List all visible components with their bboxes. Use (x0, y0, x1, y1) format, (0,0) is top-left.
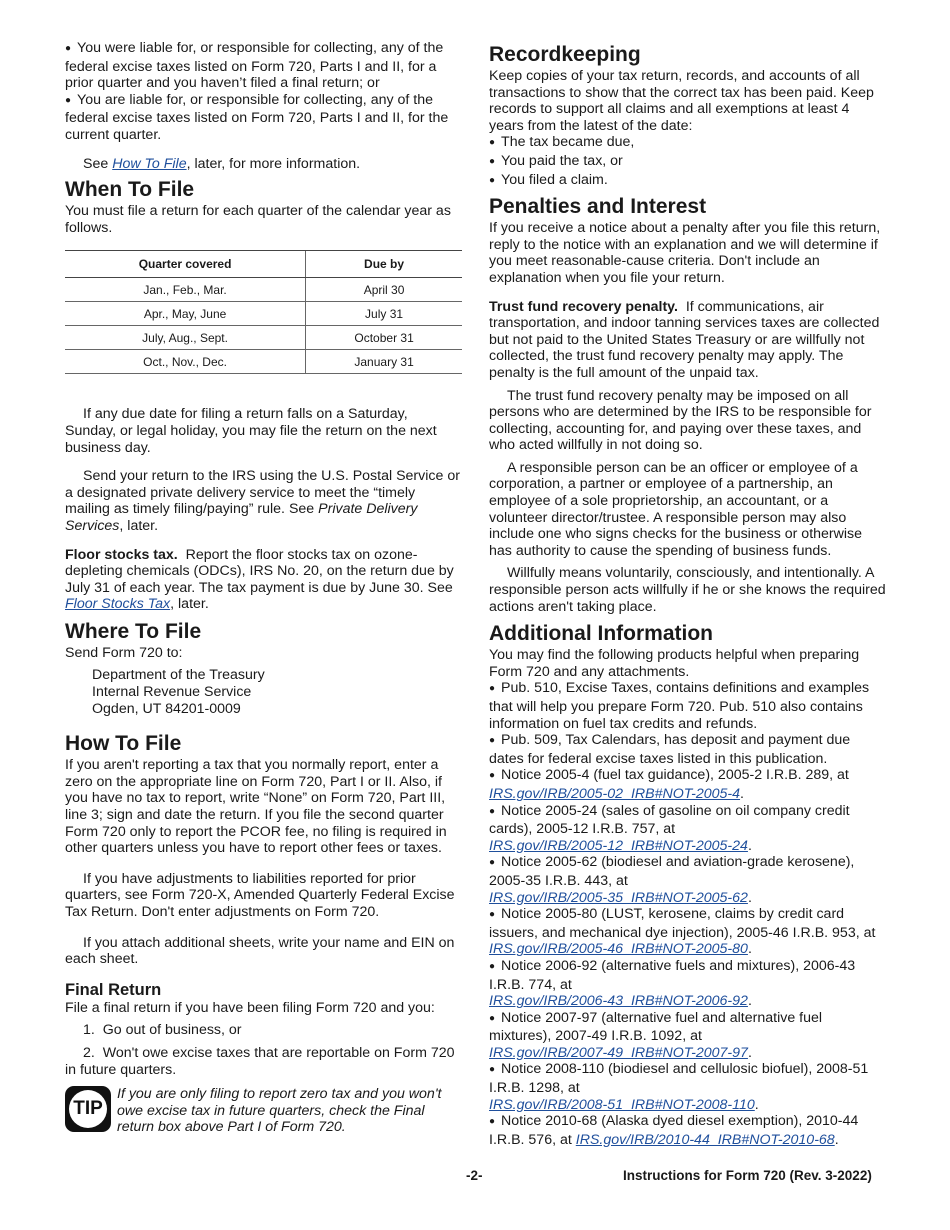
notice-link[interactable]: IRS.gov/IRB/2006-43_IRB#NOT-2006-92 (489, 993, 748, 1010)
table-cell: January 31 (306, 350, 462, 374)
table-header: Due by (306, 251, 462, 278)
send-text: Send your return to the IRS using the U.S. Postal Service or a designated private delivery service to meet the “timely mailing as timely filing/paying” rule. See (65, 468, 460, 518)
address-line: Internal Revenue Service (92, 684, 252, 701)
penalties-heading: Penalties and Interest (489, 195, 707, 219)
right-column (489, 40, 887, 1148)
final-item: 2. Won't owe excise taxes that are reportable on Form 720 in future quarters. (65, 1044, 459, 1078)
table-cell: July, Aug., Sept. (65, 326, 306, 350)
additional-info-heading: Additional Information (489, 622, 713, 646)
floor-stocks-text: Report the floor stocks tax on ozone-depleting chemicals (ODCs), IRS No. 20, on the return due by July 31 of each year. The tax payment is due by June 30. See (65, 546, 454, 596)
notice-text: Notice 2005-62 (biodiesel and aviation-grade kerosene), 2005-35 I.R.B. 443, at (489, 854, 855, 889)
table-row (65, 350, 462, 374)
tip-text: If you are only filing to report zero tax and you won't owe excise tax in future quarters, check the Final return box above Part I of Form 720. (117, 1086, 442, 1136)
table-cell: Oct., Nov., Dec. (65, 350, 306, 374)
notice-text: Notice 2007-97 (alternative fuel and alternative fuel mixtures), 2007-49 I.R.B. 1092, at (489, 1009, 823, 1045)
notice-link[interactable]: IRS.gov/IRB/2008-51_IRB#NOT-2008-110 (489, 1096, 755, 1113)
send-paragraph (65, 468, 462, 534)
notice-link[interactable]: IRS.gov/IRB/2005-35_IRB#NOT-2005-62 (489, 889, 748, 906)
tip-box (65, 1086, 462, 1136)
recordkeeping-heading: Recordkeeping (489, 43, 641, 66)
notice-text: Notice 2005-80 (LUST, kerosene, claims by credit card issuers, and mechanical dye injection), 2005-46 I.R.B. 953, at (489, 906, 876, 941)
where-to-file-text: Send Form 720 to: (65, 644, 183, 661)
address-line: Ogden, UT 84201-0009 (92, 700, 241, 717)
when-to-file-text: You must file a return for each quarter of the calendar year as follows. (65, 203, 451, 236)
notice-item: ● Notice 2010-68 (Alaska dyed diesel exemption), 2010-44 I.R.B. 576, at IRS.gov/IRB/2010-44_IRB#NOT-2010-68. (489, 1113, 887, 1148)
notice-link[interactable]: IRS.gov/IRB/2007-49_IRB#NOT-2007-97 (489, 1044, 748, 1061)
table-cell: April 30 (306, 278, 462, 302)
trust-fund-paragraph-2: The trust fund recovery penalty may be imposed on all persons who are determined by the IRS to be responsible for collecting, accounting for, and paying over these taxes, and who acted willfully in not doing so. (489, 387, 872, 454)
notice-link[interactable]: IRS.gov/IRB/2005-02_IRB#NOT-2005-4 (489, 785, 741, 802)
final-return-text: File a final return if you have been filing Form 720 and you: (65, 999, 435, 1016)
penalties-text: If you receive a notice about a penalty after you file this return, reply to the notice with an explanation and we will determine if you meet reasonable-cause criteria. Don't include an explanation when you file your return. (489, 220, 881, 286)
record-bullet: ● You filed a claim. (489, 172, 887, 191)
see-prefix: See (83, 155, 109, 172)
intro-bullet: ● You are liable for, or responsible for collecting, any of the federal excise taxes listed on Form 720, Parts I and II, for the current quarter. (65, 92, 462, 144)
table-header: Quarter covered (65, 251, 306, 278)
record-bullet: ● The tax became due, (489, 134, 887, 153)
trust-fund-label: Trust fund recovery penalty. (489, 298, 678, 315)
table-cell: Apr., May, June (65, 302, 306, 326)
notice-item: ● Notice 2005-62 (biodiesel and aviation-grade kerosene), 2005-35 I.R.B. 443, at IRS.gov/IRB/2005-35_IRB#NOT-2005-62. (489, 854, 887, 906)
notice-text: Notice 2005-24 (sales of gasoline on oil company credit cards), 2005-12 I.R.B. 757, at (489, 802, 850, 838)
table-row (65, 302, 462, 326)
final-return-heading: Final Return (65, 980, 162, 999)
trust-fund-text: If communications, air transportation, and indoor tanning services taxes are collected but not paid to the United States Treasury or are willfully not collected, the trust fund recovery penalty may apply. The penalty is the full amount of the unpaid tax. (489, 298, 880, 381)
notice-link[interactable]: IRS.gov/IRB/2010-44_IRB#NOT-2010-68 (575, 1131, 835, 1148)
table-cell: October 31 (306, 326, 462, 350)
floor-stocks-paragraph (65, 547, 462, 613)
notice-text: Notice 2006-92 (alternative fuels and mixtures), 2006-43 I.R.B. 774, at (489, 957, 856, 993)
notice-text: Notice 2008-110 (biodiesel and cellulosic biofuel), 2008-51 I.R.B. 1298, at (489, 1061, 869, 1097)
floor-stocks-suffix: , later. (170, 596, 209, 613)
table-row (65, 278, 462, 302)
notice-item: ● Notice 2005-4 (fuel tax guidance), 2005-2 I.R.B. 289, at IRS.gov/IRB/2005-02_IRB#NOT-2005-4. (489, 767, 887, 802)
notice-item: ● Notice 2007-97 (alternative fuel and alternative fuel mixtures), 2007-49 I.R.B. 1092, at IRS.gov/IRB/2007-49_IRB#NOT-2007-97. (489, 1010, 887, 1062)
notice-link[interactable]: IRS.gov/IRB/2005-12_IRB#NOT-2005-24 (489, 837, 748, 854)
trust-fund-paragraph (489, 299, 887, 382)
due-date-table (65, 250, 462, 374)
notice-item: ● Notice 2005-24 (sales of gasoline on oil company credit cards), 2005-12 I.R.B. 757, at IRS.gov/IRB/2005-12_IRB#NOT-2005-24. (489, 803, 887, 855)
due-date-paragraph: If any due date for filing a return falls on a Saturday, Sunday, or legal holiday, you may file the return on the next business day. (65, 406, 437, 456)
when-to-file-heading: When To File (65, 178, 195, 202)
address-line: Department of the Treasury (92, 667, 265, 684)
notice-item: ● Notice 2008-110 (biodiesel and cellulosic biofuel), 2008-51 I.R.B. 1298, at IRS.gov/IRB/2008-51_IRB#NOT-2008-110. (489, 1061, 887, 1113)
how-to-file-heading: How To File (65, 732, 182, 756)
table-cell: Jan., Feb., Mar. (65, 278, 306, 302)
notice-item: ● Notice 2005-80 (LUST, kerosene, claims by credit card issuers, and mechanical dye injection), 2005-46 I.R.B. 953, at IRS.gov/IRB/2005-46_IRB#NOT-2005-80. (489, 906, 887, 958)
mailing-address (65, 667, 462, 717)
intro-bullet: ● You were liable for, or responsible for collecting, any of the federal excise taxes listed on Form 720, Parts I and II, for a prior quarter and you haven’t filed a final return; or (65, 40, 462, 92)
see-paragraph (65, 156, 462, 173)
notice-item: ● Notice 2006-92 (alternative fuels and mixtures), 2006-43 I.R.B. 774, at IRS.gov/IRB/2006-43_IRB#NOT-2006-92. (489, 958, 887, 1010)
record-bullet: ● You paid the tax, or (489, 153, 887, 172)
left-column (65, 40, 462, 1136)
table-cell: July 31 (306, 302, 462, 326)
floor-stocks-label: Floor stocks tax. (65, 546, 178, 563)
notice-link[interactable]: IRS.gov/IRB/2005-46_IRB#NOT-2005-80 (489, 941, 748, 958)
attach-paragraph: If you attach additional sheets, write your name and EIN on each sheet. (65, 934, 455, 968)
notice-text: Notice 2005-4 (fuel tax guidance), 2005-2 I.R.B. 289, at (501, 767, 849, 784)
tip-icon (65, 1086, 111, 1132)
pub-bullet: ● Pub. 510, Excise Taxes, contains definitions and examples that will help you prepare Form 720. Pub. 510 also contains information on fuel tax credits and refunds. (489, 680, 887, 732)
recordkeeping-text: Keep copies of your tax return, records, and accounts of all transactions to show that the correct tax has been paid. Keep records to support all claims and all exemptions at least 4 years from the latest of the date: (489, 68, 874, 134)
final-item: 1. Go out of business, or (83, 1022, 242, 1039)
additional-info-text: You may find the following products helpful when preparing Form 720 and any attachments. (489, 647, 860, 680)
how-to-file-link[interactable]: How To File (112, 155, 187, 172)
willfully-paragraph: Willfully means voluntarily, consciously, and intentionally. A responsible person acts willfully if he or she knows the required actions aren't taking place. (489, 565, 886, 615)
responsible-person-paragraph: A responsible person can be an officer or employee of a corporation, a partner or employee of a partnership, an employee of a sole proprietorship, an accountant, or a volunteer director/trustee. A responsible person may also include one who signs checks for the business or otherwise has authority to cause the spending of business funds. (489, 459, 863, 559)
notice-text: Notice 2010-68 (Alaska dyed diesel exemption), 2010-44 I.R.B. 576, at (489, 1113, 859, 1148)
send-suffix: , later. (119, 517, 159, 534)
floor-stocks-link[interactable]: Floor Stocks Tax (65, 596, 171, 613)
table-row (65, 326, 462, 350)
pub-bullet: ● Pub. 509, Tax Calendars, has deposit and payment due dates for federal excise taxes listed in this publication. (489, 732, 887, 767)
document-title: Instructions for Form 720 (Rev. 3-2022) (623, 1168, 872, 1183)
private-delivery-ref: Private Delivery Services (65, 501, 418, 534)
tip-icon-label: TIP (69, 1090, 107, 1128)
adjustments-paragraph: If you have adjustments to liabilities reported for prior quarters, see Form 720-X, Amended Quarterly Federal Excise Tax Return. Don't enter adjustments on Form 720. (65, 870, 455, 920)
see-suffix: , later, for more information. (186, 155, 361, 172)
page-number: -2- (466, 1168, 483, 1183)
where-to-file-heading: Where To File (65, 619, 202, 643)
how-to-file-text: If you aren't reporting a tax that you normally report, enter a zero on the appropriate line on Form 720, Part I or II. Also, if you have no tax to report, write “None” on Form 720, Part III, line 3; sign and date the return. If you file the second quarter Form 720 only to report the PCOR fee, no filing is required in other quarters unless you have to report other fees or taxes. (65, 757, 447, 857)
